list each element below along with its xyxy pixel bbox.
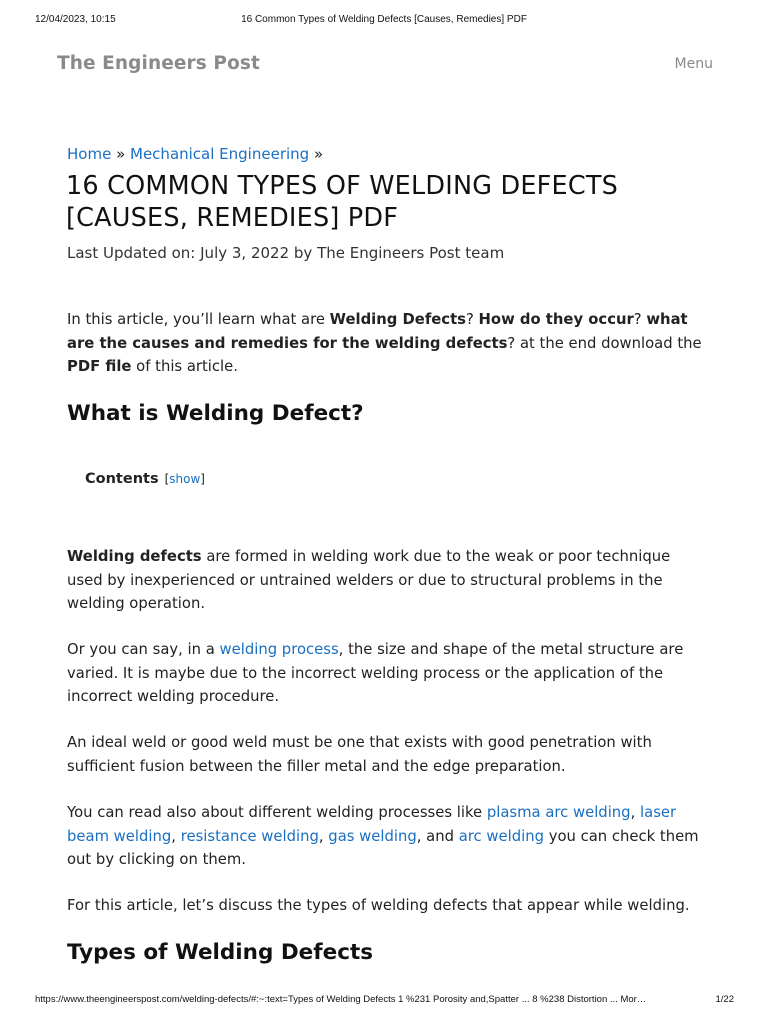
- resistance-welding-link[interactable]: resistance welding: [180, 827, 319, 845]
- toc-title: Contents: [85, 471, 159, 487]
- arc-welding-link[interactable]: arc welding: [458, 827, 544, 845]
- intro-bold: PDF file: [67, 358, 132, 375]
- paragraph-text: ,: [171, 827, 181, 845]
- print-doc-title: 16 Common Types of Welding Defects [Causes, Remedies] PDF: [241, 14, 527, 25]
- print-header: [0, 14, 768, 28]
- intro-paragraph: [67, 308, 707, 379]
- paragraph-text: ,: [318, 827, 329, 845]
- menu-button[interactable]: Menu: [674, 56, 713, 72]
- welding-process-link[interactable]: welding process: [219, 641, 339, 658]
- gas-welding-link[interactable]: gas welding: [328, 827, 417, 845]
- breadcrumb-separator: »: [309, 145, 324, 163]
- laser-beam-welding-link[interactable]: laser beam welding: [67, 804, 677, 845]
- paragraph-text: you can check them out by clicking on them.: [67, 827, 699, 868]
- paragraph-text: are formed in welding work due to the weak or poor technique used by inexperienced or untrained welders or due to structural problems in the welding operation.: [67, 548, 671, 612]
- print-url: https://www.theengineerspost.com/welding-defects/#:~:text=Types of Welding Defects 1 %231 Porosity and,Spatter ... 8 %238 Distortion ... Mor…: [35, 994, 647, 1005]
- breadcrumb-separator: »: [111, 145, 131, 163]
- intro-text: In this article, you’ll learn what are: [67, 311, 330, 328]
- paragraph-ideal-weld: An ideal weld or good weld must be one that exists with good penetration with sufficient fusion between the filler metal and the edge preparation.: [67, 734, 652, 775]
- paragraph-text: You can read also about different welding processes like: [67, 804, 487, 821]
- breadcrumb-category-link[interactable]: Mechanical Engineering: [130, 145, 310, 163]
- breadcrumb: [67, 145, 323, 163]
- article-title: 16 COMMON TYPES OF WELDING DEFECTS [CAUSES, REMEDIES] PDF: [66, 171, 618, 233]
- table-of-contents: [85, 471, 205, 487]
- plasma-arc-welding-link[interactable]: plasma arc welding: [486, 804, 631, 821]
- paragraph-text: , and: [416, 827, 459, 845]
- toc-bracket: ]: [200, 472, 205, 486]
- paragraph-welding-process: [67, 638, 707, 709]
- paragraph-bold: Welding defects: [67, 548, 202, 565]
- paragraph-text: Or you can say, in a: [67, 641, 220, 658]
- paragraph-text: ,: [630, 804, 641, 821]
- intro-bold: Welding Defects: [329, 311, 466, 328]
- toc-bracket: [: [164, 472, 170, 486]
- toc-toggle: [165, 472, 205, 486]
- site-title-link[interactable]: The Engineers Post: [57, 53, 260, 74]
- intro-text: ? at the end download the: [507, 334, 702, 352]
- paragraph-welding-processes: [67, 801, 707, 872]
- intro-text: ?: [633, 311, 647, 328]
- intro-bold: How do they occur: [478, 311, 634, 328]
- print-page-number: 1/22: [715, 994, 734, 1005]
- intro-text: of this article.: [131, 358, 238, 375]
- paragraph-welding-defects: [67, 545, 707, 616]
- breadcrumb-home-link[interactable]: Home: [67, 145, 112, 163]
- intro-bold: what are the causes and remedies for the welding defects: [67, 311, 688, 352]
- paragraph-text: , the size and shape of the metal structure are varied. It is maybe due to the incorrect welding process or the application of the incorrect welding procedure.: [67, 641, 684, 705]
- print-footer: [0, 994, 768, 1008]
- print-datetime: 12/04/2023, 10:15: [35, 14, 116, 25]
- intro-text: ?: [465, 311, 479, 328]
- site-header: [0, 53, 768, 81]
- heading-types-of-welding-defects: Types of Welding Defects: [67, 940, 374, 965]
- paragraph-types-intro: For this article, let’s discuss the types of welding defects that appear while welding.: [67, 897, 690, 914]
- heading-what-is-welding-defect: What is Welding Defect?: [67, 401, 364, 426]
- toc-show-link[interactable]: show: [169, 472, 201, 486]
- article-meta: Last Updated on: July 3, 2022 by The Engineers Post team: [67, 244, 505, 262]
